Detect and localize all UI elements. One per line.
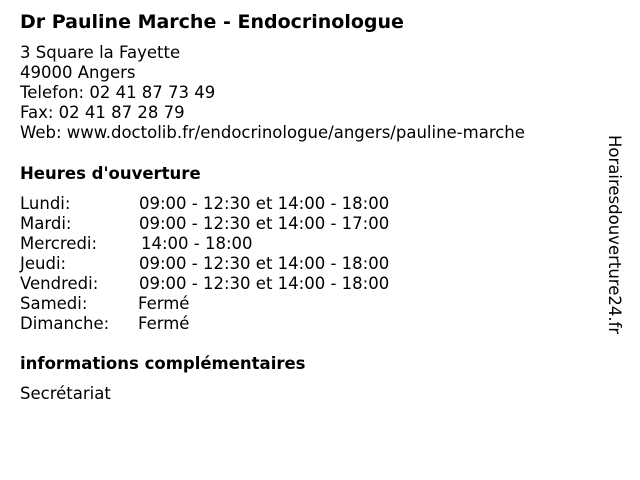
fax-number: Fax: 02 41 87 28 79 — [20, 103, 185, 122]
day-label: Jeudi: — [20, 254, 67, 273]
address-block — [20, 43, 525, 143]
website: Web: www.doctolib.fr/endocrinologue/angers/pauline-marche — [20, 123, 525, 142]
additional-info-heading: informations complémentaires — [20, 354, 306, 373]
day-label: Lundi: — [20, 194, 71, 213]
day-label: Dimanche: — [20, 314, 110, 333]
watermark: Horairesdouverture24.fr — [605, 135, 624, 335]
day-label: Samedi: — [20, 294, 88, 313]
street-address: 3 Square la Fayette — [20, 43, 181, 62]
opening-hours-heading: Heures d'ouverture — [20, 164, 201, 183]
hours-value: 09:00 - 12:30 et 14:00 - 18:00 — [139, 254, 390, 273]
hours-value: Fermé — [138, 294, 190, 313]
day-label: Mardi: — [20, 214, 72, 233]
hours-value: Fermé — [138, 314, 190, 333]
hours-value: 09:00 - 12:30 et 14:00 - 17:00 — [139, 214, 390, 233]
day-label: Vendredi: — [20, 274, 99, 293]
hours-value: 09:00 - 12:30 et 14:00 - 18:00 — [139, 274, 390, 293]
city: 49000 Angers — [20, 63, 136, 82]
hours-value: 09:00 - 12:30 et 14:00 - 18:00 — [139, 194, 390, 213]
day-label: Mercredi: — [20, 234, 98, 253]
phone-number: Telefon: 02 41 87 73 49 — [20, 83, 216, 102]
additional-info-text: Secrétariat — [20, 384, 111, 403]
hours-value: 14:00 - 18:00 — [141, 234, 253, 253]
page-title: Dr Pauline Marche - Endocrinologue — [20, 11, 404, 33]
